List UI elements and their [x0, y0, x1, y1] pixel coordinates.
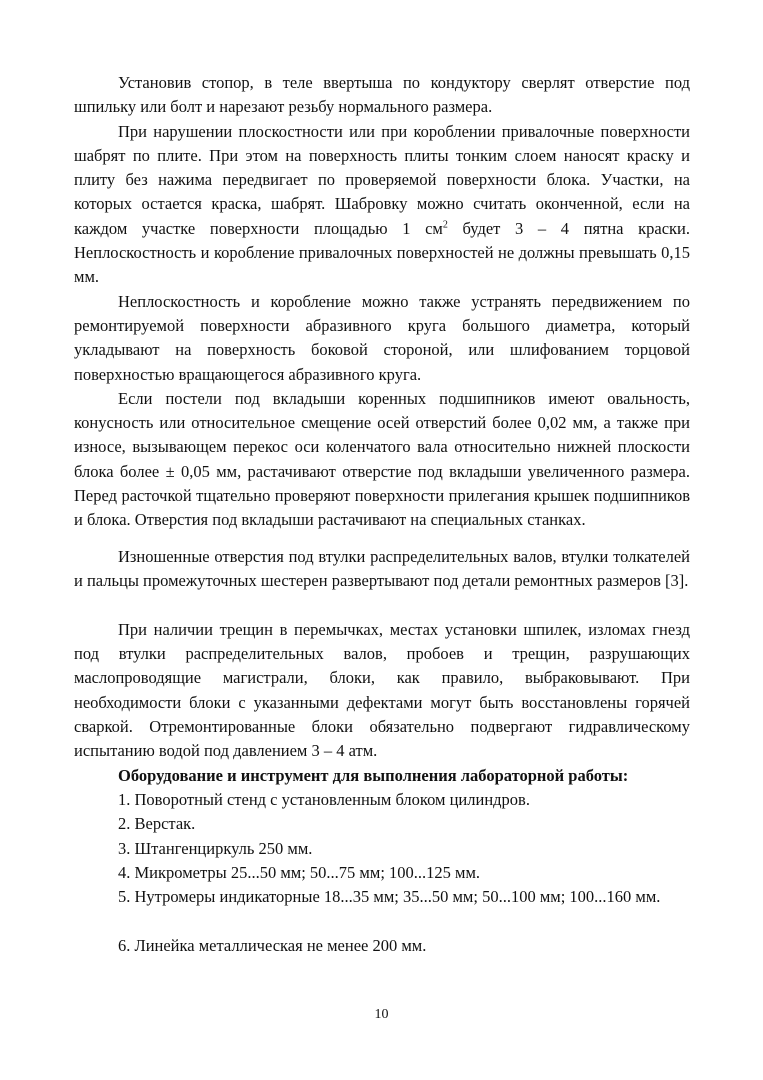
paragraph-2-text: При нарушении плоскостности или при короблении привалочные поверхности шабрят по плите. При этом на поверхность плиты тонким слоем наносят краску и плиту без нажима передвигает по проверяемой поверхности блока. Участки, на которых остается краска, шабрят. Шабровку можно считать оконченной, если на каждом участке поверхности площадью 1 см: [74, 121, 690, 238]
paragraph-1: Установив стопор, в теле ввертыша по кондуктору сверлят отверстие под шпильку или болт и нарезают резьбу нормального размера.: [74, 73, 690, 117]
equipment-item-1: 1. Поворотный стенд с установленным блоком цилиндров.: [118, 789, 530, 809]
paragraph-4: Если постели под вкладыши коренных подшипников имеют овальность, конусность или относительное смещение осей отверстий более 0,02 мм, а также при износе, вызывающем перекос оси коленчатого вала относительно нижней плоскости блока более ± 0,05 мм, растачивают отверстие под вкладыши увеличенного размера. Перед расточкой тщательно проверяют поверхности прилегания крышек подшипников и блока. Отверстия под вкладыши растачивают на специальных станках.: [74, 388, 690, 530]
superscript: 2: [442, 219, 448, 231]
equipment-item-3: 3. Штангенциркуль 250 мм.: [118, 838, 313, 858]
equipment-item-2: 2. Верстак.: [118, 814, 196, 834]
equipment-item-4: 4. Микрометры 25...50 мм; 50...75 мм; 100...125 мм.: [118, 862, 481, 882]
paragraph-2-tail: будет 3 – 4 пятна краски. Неплоскостность и коробление привалочных поверхностей не должны превышать 0,15 мм.: [74, 218, 690, 287]
paragraph-5: Изношенные отверстия под втулки распределительных валов, втулки толкателей и пальцы промежуточных шестерен развертывают под детали ремонтных размеров [3].: [74, 547, 690, 591]
equipment-item-6: 6. Линейка металлическая не менее 200 мм.: [118, 935, 427, 955]
equipment-item-5: 5. Нутромеры индикаторные 18...35 мм; 35...50 мм; 50...100 мм; 100...160 мм.: [118, 887, 661, 907]
paragraph-6: При наличии трещин в перемычках, местах установки шпилек, изломах гнезд под втулки распределительных валов, пробоев и трещин, разрушающих маслопроводящие магистрали, блоки, как правило, выбраковывают. При необходимости блоки с указанными дефектами могут быть восстановлены горячей сваркой. Отремонтированные блоки обязательно подвергают гидравлическому испытанию водой под давлением 3 – 4 атм.: [74, 619, 690, 761]
paragraph-2: [74, 120, 690, 290]
paragraph-3: Неплоскостность и коробление можно также устранять передвижением по ремонтируемой поверхности абразивного круга большого диаметра, который укладывают на поверхность боковой стороной, или шлифованием торцовой поверхностью вращающегося абразивного круга.: [74, 291, 690, 384]
page-number: 10: [374, 1007, 389, 1022]
equipment-heading: Оборудование и инструмент для выполнения лабораторной работы:: [118, 765, 629, 785]
